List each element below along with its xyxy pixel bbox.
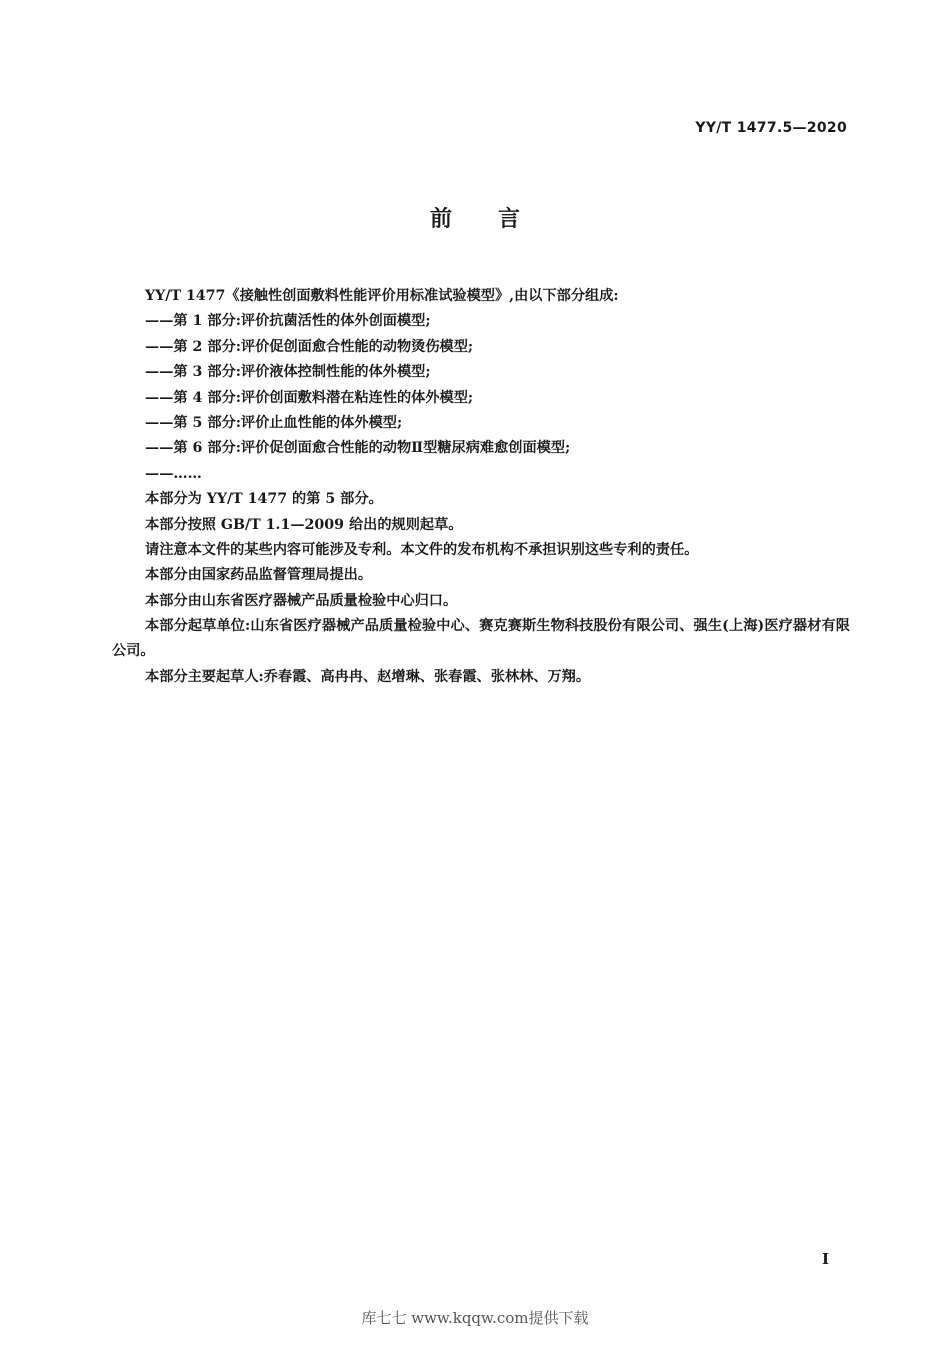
part-list-item: ——第 3 部分:评价液体控制性能的体外模型; <box>145 364 431 381</box>
foreword-body <box>112 284 850 690</box>
intro-paragraph: YY/T 1477《接触性创面敷料性能评价用标准试验模型》,由以下部分组成: <box>145 288 619 304</box>
paragraph-drafters: 本部分主要起草人:乔春霞、高冉冉、赵增琳、张春霞、张林林、万翔。 <box>145 668 591 685</box>
part-list-item: ——第 1 部分:评价抗菌活性的体外创面模型; <box>145 313 431 330</box>
paragraph: 本部分为 YY/T 1477 的第 5 部分。 <box>145 491 383 508</box>
paragraph-drafting-units: 本部分起草单位:山东省医疗器械产品质量检验中心、赛克赛斯生物科技股份有限公司、强生(上海)医疗器材有限公司。 <box>112 618 850 660</box>
page-number: I <box>821 1250 829 1268</box>
paragraph: 本部分由山东省医疗器械产品质量检验中心归口。 <box>145 592 458 609</box>
download-watermark: 库七七 www.kqqw.com提供下载 <box>361 1309 589 1327</box>
paragraph: 本部分由国家药品监督管理局提出。 <box>145 567 373 584</box>
page-title: 前言 <box>429 207 566 232</box>
part-list-item: ——第 2 部分:评价促创面愈合性能的动物烫伤模型; <box>145 338 474 355</box>
paragraph: 本部分按照 GB/T 1.1—2009 给出的规则起草。 <box>145 516 463 533</box>
part-list-item: ——…… <box>145 465 202 482</box>
part-list-item: ——第 4 部分:评价创面敷料潜在粘连性的体外模型; <box>145 389 474 406</box>
paragraph: 请注意本文件的某些内容可能涉及专利。本文件的发布机构不承担识别这些专利的责任。 <box>145 541 699 558</box>
part-list-item: ——第 5 部分:评价止血性能的体外模型; <box>145 414 403 431</box>
part-list-item: ——第 6 部分:评价促创面愈合性能的动物Ⅱ型糖尿病难愈创面模型; <box>145 440 571 457</box>
standard-number: YY/T 1477.5—2020 <box>695 120 847 136</box>
